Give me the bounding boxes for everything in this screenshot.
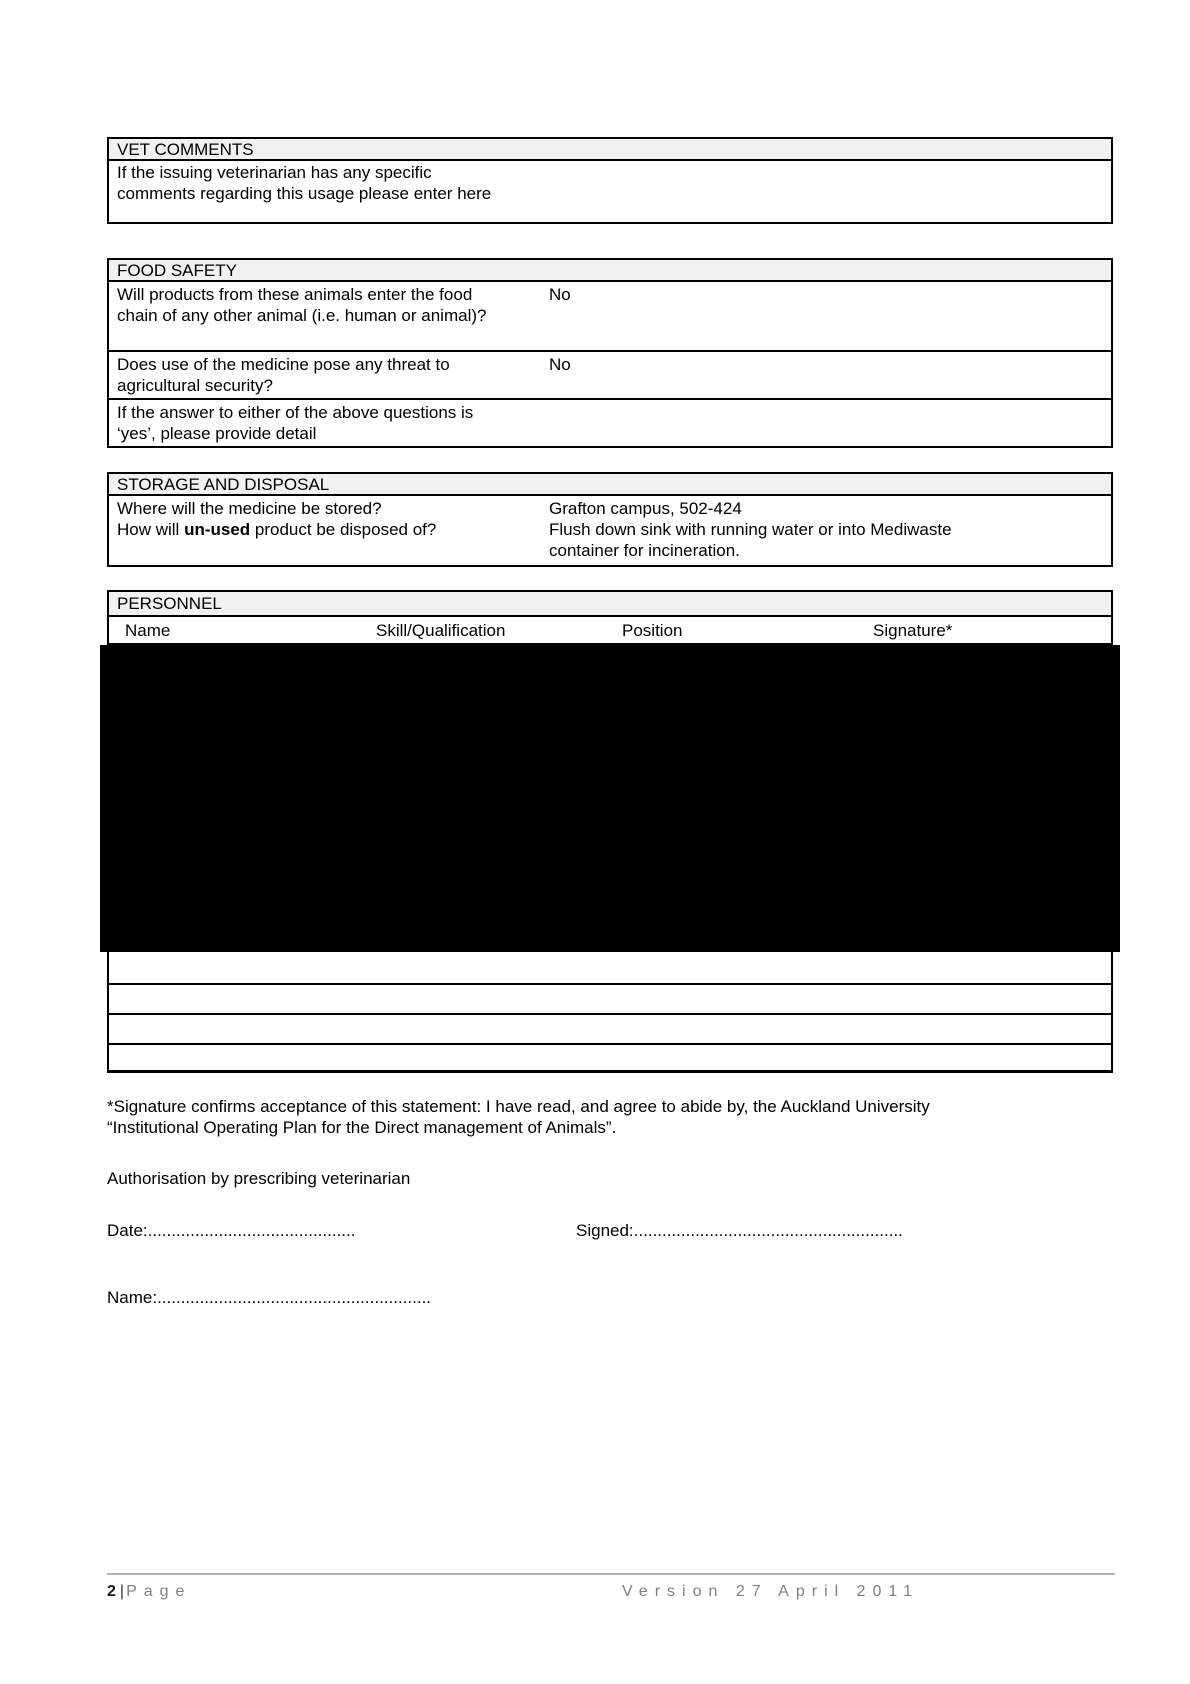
table-row <box>109 352 1111 400</box>
table-row <box>109 1043 1111 1070</box>
storage-answer-2: Flush down sink with running water or into Mediwaste container for incineration. <box>549 520 952 560</box>
question-text: Will products from these animals enter the food chain of any other animal (i.e. human or animal)? <box>117 285 487 325</box>
question-text: product be disposed of? <box>250 520 437 539</box>
footer-separator: | <box>119 1583 125 1600</box>
table-row <box>109 983 1111 1013</box>
signed-field <box>576 1220 903 1241</box>
question-cell <box>109 496 549 565</box>
question-text: If the answer to either of the above questions is ‘yes’, please provide detail <box>117 403 474 443</box>
footer-version: Version 27 April 2011 <box>622 1583 920 1600</box>
column-header-position: Position <box>622 621 683 640</box>
question-text: Does use of the medicine pose any threat to agricultural security? <box>117 355 450 395</box>
vet-comments-header: VET COMMENTS <box>109 139 1111 161</box>
question-text: How will <box>117 520 185 539</box>
question-text-bold: un-used <box>184 520 251 539</box>
name-label: Name: <box>107 1288 158 1307</box>
food-safety-table <box>107 258 1113 448</box>
authorisation-heading: Authorisation by prescribing veterinarian <box>107 1169 411 1188</box>
date-dotted-line: ............................................ <box>147 1221 356 1240</box>
footer-divider <box>107 1573 1115 1575</box>
column-header-skill: Skill/Qualification <box>376 621 506 640</box>
name-row <box>107 1287 431 1308</box>
date-label: Date: <box>107 1221 148 1240</box>
page-number: 2 <box>107 1583 120 1600</box>
personnel-header: PERSONNEL <box>109 592 1111 617</box>
footer <box>107 1581 1115 1602</box>
storage-question-1: Where will the medicine be stored? <box>117 499 382 518</box>
answer-cell <box>549 496 1111 565</box>
storage-disposal-table <box>107 472 1113 567</box>
signed-dotted-line: ......................................................... <box>633 1221 903 1240</box>
signed-label: Signed: <box>576 1221 634 1240</box>
column-header-name: Name <box>125 621 171 640</box>
table-row <box>109 282 1111 352</box>
answer-cell <box>549 400 1111 446</box>
storage-answer-1: Grafton campus, 502-424 <box>549 499 742 518</box>
name-dotted-line: .......................................................... <box>157 1288 432 1307</box>
personnel-column-headers <box>109 617 1111 645</box>
answer-cell: No <box>549 355 571 374</box>
redacted-block <box>100 645 1120 952</box>
vet-comments-body <box>109 161 1111 222</box>
footer-page-label: Page <box>126 1583 192 1600</box>
table-row <box>109 400 1111 446</box>
question-cell <box>109 400 549 446</box>
question-cell <box>109 282 549 350</box>
table-row <box>109 1013 1111 1043</box>
question-cell <box>109 352 549 398</box>
table-row <box>109 952 1111 983</box>
storage-disposal-header: STORAGE AND DISPOSAL <box>109 474 1111 496</box>
vet-comments-table <box>107 137 1113 224</box>
signature-statement: *Signature confirms acceptance of this statement: I have read, and agree to abide by, the Auckland University “Institutional Operating Plan for the Direct management of Animals”. <box>107 1097 930 1137</box>
column-header-signature: Signature* <box>873 621 953 640</box>
storage-disposal-body <box>109 496 1111 565</box>
storage-question-2 <box>117 519 541 540</box>
date-signed-row <box>107 1220 1113 1241</box>
answer-cell: No <box>549 285 571 304</box>
food-safety-header: FOOD SAFETY <box>109 260 1111 282</box>
vet-comments-note: If the issuing veterinarian has any specific comments regarding this usage please enter here <box>117 163 492 203</box>
